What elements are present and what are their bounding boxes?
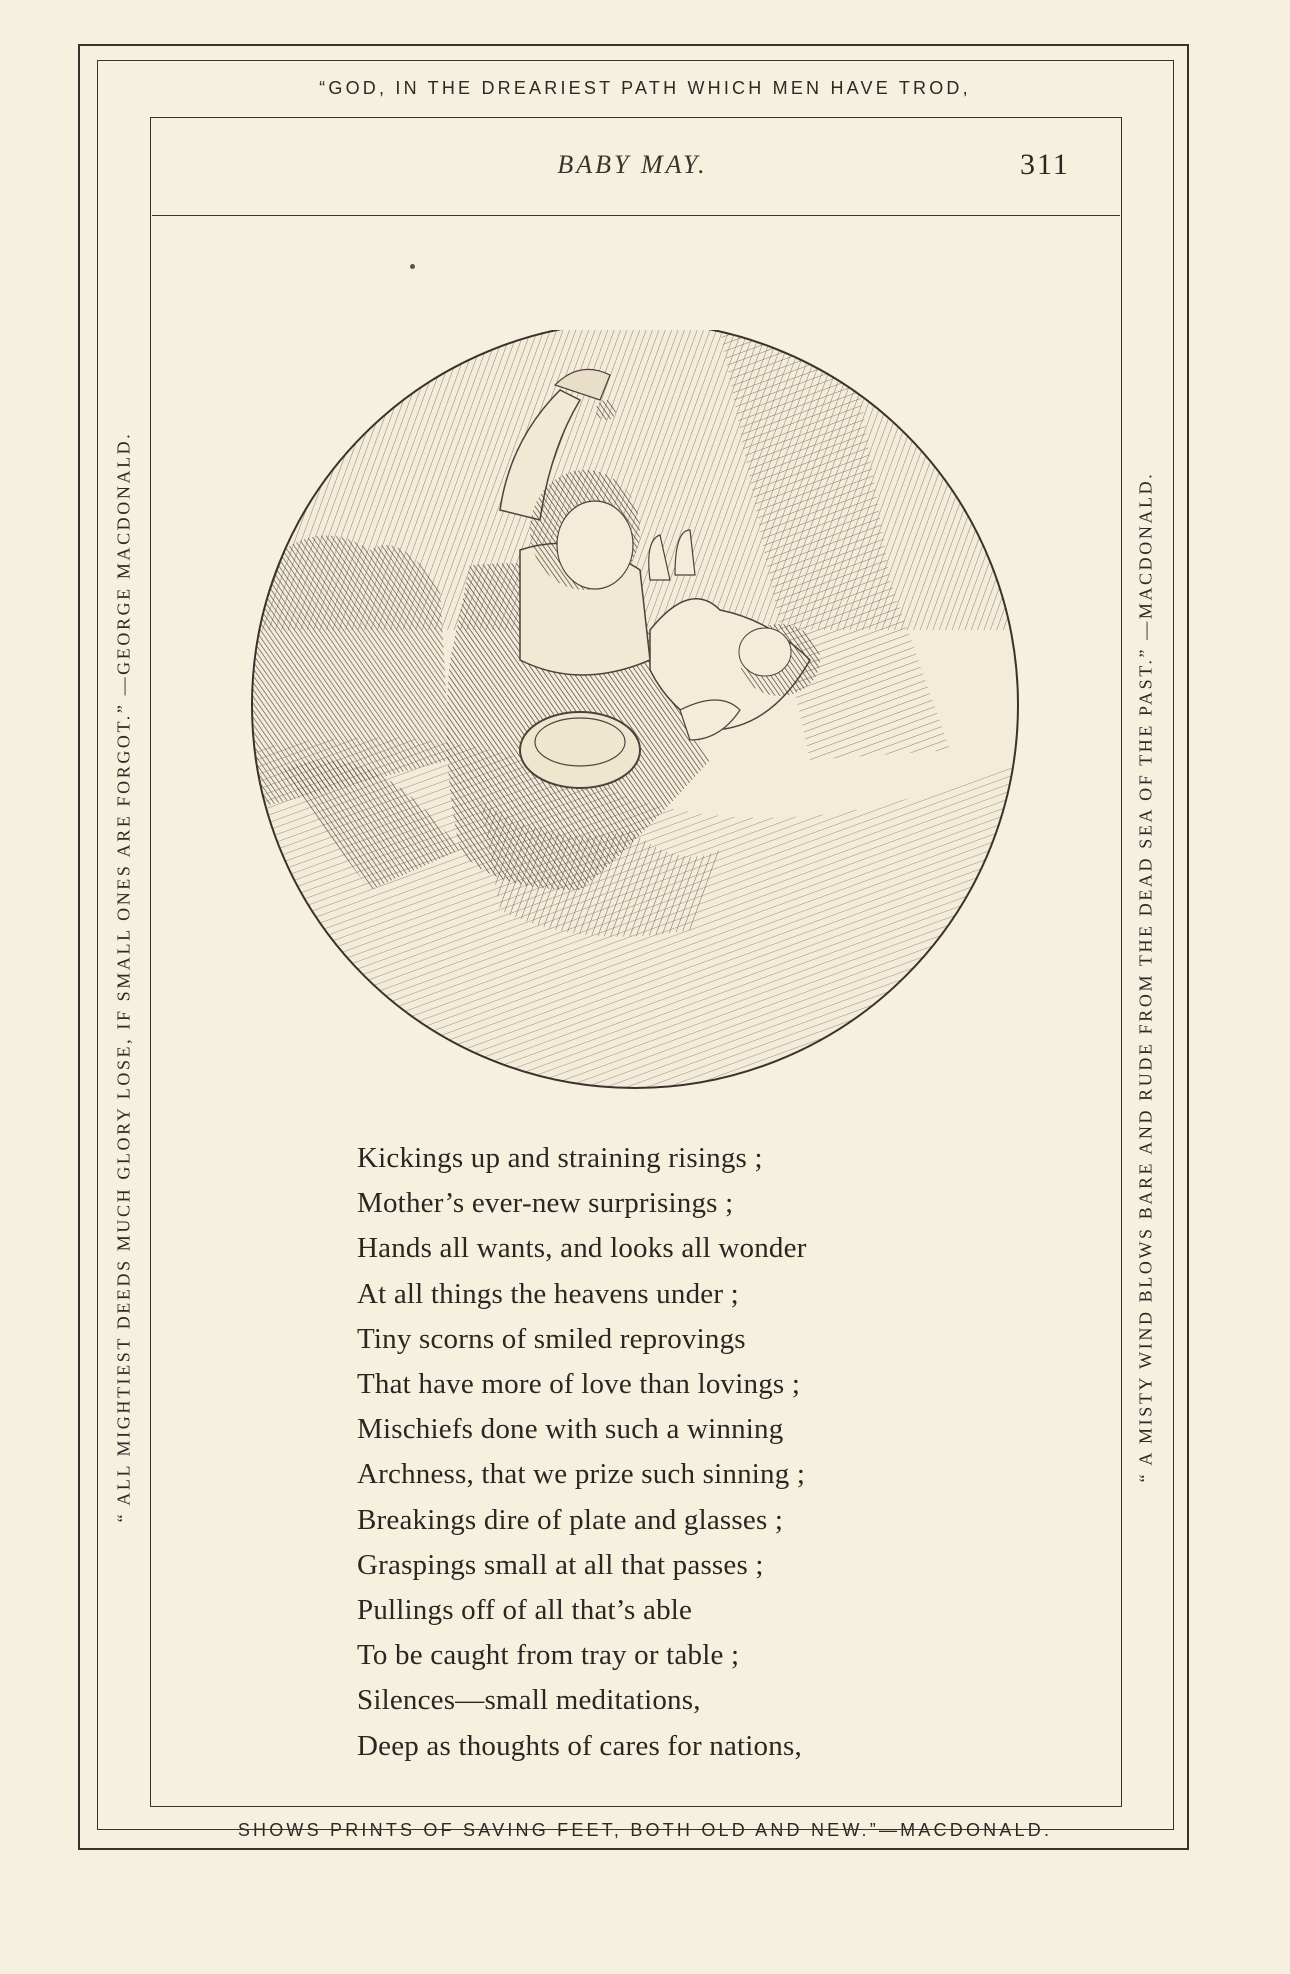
border-quote-top: “GOD, IN THE DREARIEST PATH WHICH MEN HAVE TROD,: [319, 78, 971, 98]
poem-line: Hands all wants, and looks all wonder: [357, 1232, 807, 1265]
poem: [357, 1136, 807, 1769]
poem-line: Mischiefs done with such a winning: [357, 1413, 784, 1446]
poem-line: Graspings small at all that passes ;: [357, 1548, 764, 1581]
page-number: 311: [1020, 148, 1070, 181]
poem-line: At all things the heavens under ;: [357, 1277, 739, 1310]
poem-line: Breakings dire of plate and glasses ;: [357, 1503, 784, 1536]
poem-line: Kickings up and straining risings ;: [357, 1142, 763, 1174]
ink-dot: [410, 264, 415, 269]
poem-line: To be caught from tray or table ;: [357, 1639, 740, 1672]
mother-and-baby-engraving-icon: [250, 330, 1020, 1090]
poem-line: Pullings off of all that’s able: [357, 1594, 693, 1627]
header-rule: [152, 215, 1120, 216]
border-quote-bottom: SHOWS PRINTS OF SAVING FEET, BOTH OLD AND NEW.”—MACDONALD.: [237, 1820, 1053, 1840]
poem-line: Archness, that we prize such sinning ;: [357, 1458, 806, 1491]
poem-line: Tiny scorns of smiled reprovings: [357, 1322, 746, 1355]
poem-line: Silences—small meditations,: [357, 1684, 701, 1717]
border-quote-right: “ A MISTY WIND BLOWS BARE AND RUDE FROM THE DEAD SEA OF THE PAST.” —MACDONALD.: [1135, 471, 1156, 1483]
poem-line: Mother’s ever-new surprisings ;: [357, 1187, 734, 1220]
poem-line: Deep as thoughts of cares for nations,: [357, 1729, 802, 1762]
running-title: BABY MAY.: [557, 150, 708, 179]
poem-line: That have more of love than lovings ;: [357, 1368, 801, 1401]
border-quote-left: “ ALL MIGHTIEST DEEDS MUCH GLORY LOSE, IF SMALL ONES ARE FORGOT.” —GEORGE MACDONALD.: [113, 431, 134, 1523]
